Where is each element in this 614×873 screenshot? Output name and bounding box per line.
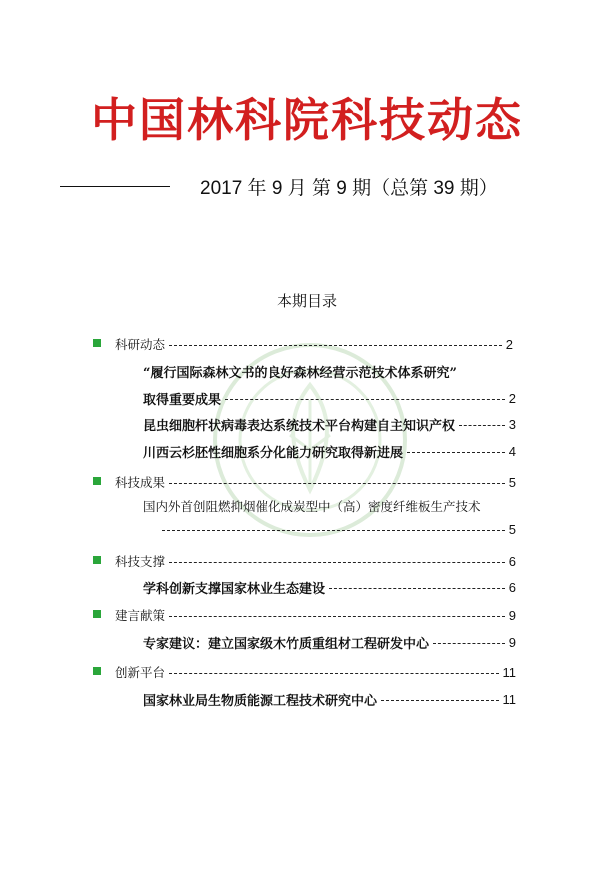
toc-row[interactable]	[115, 473, 516, 491]
toc-page: 3	[508, 417, 516, 432]
toc-label: 取得重要成果	[143, 393, 222, 408]
section-bullet	[93, 667, 101, 675]
toc-label: 科技支撑	[115, 554, 166, 569]
toc-leader	[381, 700, 498, 701]
toc-row[interactable]	[143, 362, 523, 381]
section-bullet	[93, 339, 101, 347]
toc-row[interactable]	[115, 552, 516, 570]
toc-label: 科技成果	[115, 475, 166, 490]
toc-row[interactable]	[143, 415, 516, 434]
toc-leader	[329, 588, 505, 589]
toc-label: 创新平台	[115, 665, 166, 680]
toc-page: 11	[502, 692, 516, 707]
toc-row[interactable]	[115, 663, 516, 681]
toc-row[interactable]	[115, 606, 516, 624]
toc-leader	[162, 530, 505, 531]
toc-label: 科研动态	[115, 337, 166, 352]
toc-row[interactable]	[143, 690, 516, 709]
toc-page: 9	[508, 607, 516, 623]
toc-leader	[433, 643, 505, 644]
toc-label: 学科创新支撑国家林业生态建设	[143, 582, 326, 597]
toc-row[interactable]	[158, 522, 516, 537]
toc-label: 川西云杉胚性细胞系分化能力研究取得新进展	[143, 446, 404, 461]
toc-leader	[225, 399, 505, 400]
section-bullet	[93, 610, 101, 618]
issue-info: 2017 年 9 月 第 9 期（总第 39 期）	[200, 178, 498, 199]
toc-leader	[169, 562, 505, 563]
toc-page: 6	[508, 580, 516, 595]
toc-page: 2	[505, 336, 513, 352]
toc-label: 专家建议：建立国家级木竹质重组材工程研发中心	[143, 637, 430, 652]
toc-label: 昆虫细胞杆状病毒表达系统技术平台构建自主知识产权	[143, 419, 456, 434]
section-bullet	[93, 556, 101, 564]
toc-leader	[407, 452, 505, 453]
toc-row[interactable]	[143, 578, 516, 597]
masthead-title: 中国林科院科技动态	[91, 93, 523, 147]
toc-label: 国内外首创阻燃抑烟催化成炭型中（高）密度纤维板生产技术	[143, 499, 481, 514]
issue-rule	[60, 186, 170, 187]
toc-label: 国家林业局生物质能源工程技术研究中心	[143, 694, 378, 709]
toc-leader	[169, 345, 502, 346]
toc-page: 6	[508, 553, 516, 569]
toc-row[interactable]	[143, 389, 516, 408]
toc-label: “履行国际森林文书的良好森林经营示范技术体系研究”	[143, 366, 457, 381]
toc-page: 11	[502, 664, 516, 680]
toc-page: 5	[508, 474, 516, 490]
toc-label: 建言献策	[115, 608, 166, 623]
toc-page: 5	[508, 522, 516, 537]
toc-leader	[169, 483, 505, 484]
toc-leader	[459, 425, 505, 426]
toc-row[interactable]	[115, 335, 513, 353]
toc-heading: 本期目录	[276, 292, 337, 310]
section-bullet	[93, 477, 101, 485]
toc-row[interactable]	[143, 442, 516, 461]
toc-row[interactable]	[143, 497, 523, 515]
toc-leader	[169, 673, 498, 674]
toc-page: 9	[508, 635, 516, 650]
toc-page: 2	[508, 391, 516, 406]
toc-page: 4	[508, 444, 516, 459]
toc-row[interactable]	[143, 633, 516, 652]
toc-leader	[169, 616, 505, 617]
